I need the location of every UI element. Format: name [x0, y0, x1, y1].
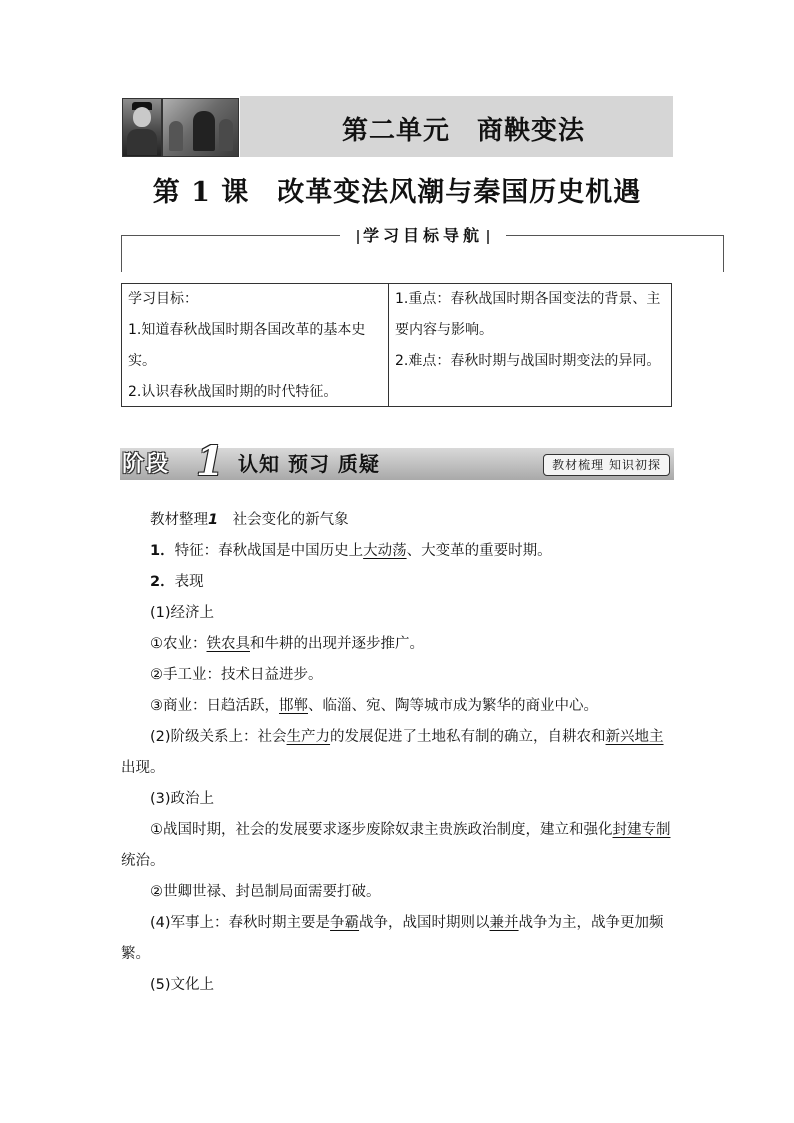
objective-item: 1.知道春秋战国时期各国改革的基本史实。 [128, 322, 366, 369]
paragraph: ②手工业：技术日益进步。 [150, 667, 323, 683]
paragraph: ③商业：日趋活跃，邯郸、临淄、宛、陶等城市成为繁华的商业中心。 [150, 698, 598, 714]
divider-icon [487, 230, 489, 244]
paragraph: (2)阶级关系上：社会生产力的发展促进了土地私有制的确立，自耕农和新兴地主出现。 [121, 729, 664, 776]
objectives-right-cell [389, 284, 671, 406]
stage-tag: 教材梳理 知识初探 [543, 454, 670, 476]
divider-icon [357, 230, 359, 244]
paragraph: (5)文化上 [150, 977, 215, 993]
stage-title: 认知 预习 质疑 [238, 452, 380, 476]
difficult-point: 2.难点：春秋时期与战国时期变法的异同。 [395, 353, 661, 369]
objectives-header-text: 学习目标导航 [362, 226, 483, 245]
paragraph: 1．特征：春秋战国是中国历史上大动荡、大变革的重要时期。 [150, 543, 552, 559]
paragraph: ①农业：铁农具和牛耕的出现并逐步推广。 [150, 636, 424, 652]
unit-illustrations [120, 96, 240, 157]
lesson-title: 第 1 课 改革变法风潮与秦国历史机遇 [152, 177, 642, 208]
paragraph: (1)经济上 [150, 605, 215, 621]
paragraph: ②世卿世禄、封邑制局面需要打破。 [150, 884, 381, 900]
paragraph: ①战国时期，社会的发展要求逐步废除奴隶主贵族政治制度，建立和强化封建专制统治。 [121, 822, 671, 869]
paragraph: (3)政治上 [150, 791, 215, 807]
paragraph: (4)军事上：春秋时期主要是争霸战争，战国时期则以兼并战争为主，战争更加频繁。 [121, 915, 664, 962]
shang-yang-portrait-image [122, 98, 162, 157]
unit-banner [120, 96, 673, 157]
objectives-header [340, 224, 506, 248]
unit-title: 第二单元 商鞅变法 [342, 116, 586, 146]
stage-number: 1 [196, 438, 224, 485]
objectives-table [121, 283, 672, 407]
section-heading: 教材整理1 社会变化的新气象 [150, 512, 349, 528]
objectives-heading: 学习目标： [128, 291, 198, 307]
stage-banner [120, 438, 674, 485]
paragraph: 2．表现 [150, 574, 204, 590]
objectives-left-cell [122, 284, 389, 406]
stage-word: 阶段 [122, 451, 171, 477]
court-scene-image [162, 98, 239, 157]
key-point: 1.重点：春秋战国时期各国变法的背景、主要内容与影响。 [395, 291, 661, 338]
objective-item: 2.认识春秋战国时期的时代特征。 [128, 384, 338, 400]
lesson-content [121, 505, 673, 1001]
